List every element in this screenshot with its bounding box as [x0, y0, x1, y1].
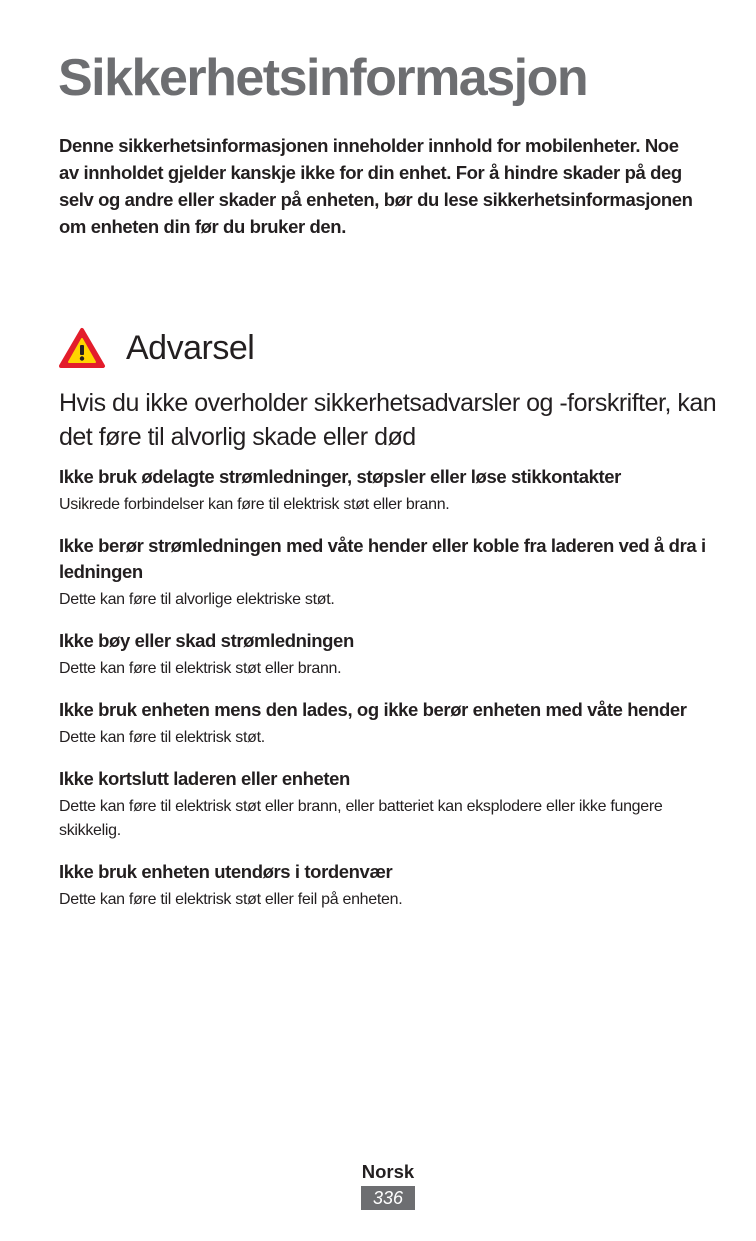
footer-language: Norsk: [361, 1161, 415, 1182]
rule-item: [59, 859, 709, 912]
warning-heading: [58, 322, 254, 374]
rule-text: Dette kan føre til elektrisk støt.: [59, 729, 265, 746]
rule-title: Ikke berør strømledningen med våte hender eller koble fra laderen ved å dra i ledningen: [59, 535, 706, 582]
page-title: Sikkerhetsinformasjon: [58, 49, 588, 107]
intro-paragraph: Denne sikkerhetsinformasjonen inneholder innhold for mobilenheter. Noe av innholdet gjelder kanskje ikke for din enhet. For å hindre skader på deg selv og andre eller skader på enheten, bør du lese sikkerhetsinformasjonen om enheten din før du bruker den.: [59, 135, 693, 237]
rule-item: [59, 766, 709, 843]
rule-title: Ikke kortslutt laderen eller enheten: [59, 768, 350, 789]
warning-title: Advarsel: [126, 328, 255, 367]
rules-list: [59, 464, 709, 928]
rule-title: Ikke bruk enheten mens den lades, og ikke berør enheten med våte hender: [59, 699, 687, 720]
rule-text: Dette kan føre til elektrisk støt eller brann, eller batteriet kan eksplodere eller ikke fungere skikkelig.: [59, 798, 663, 839]
warning-subtitle: Hvis du ikke overholder sikkerhetsadvarsler og -forskrifter, kan det føre til alvorlig skade eller død: [59, 389, 717, 451]
rule-title: Ikke bruk ødelagte strømledninger, støpsler eller løse stikkontakter: [59, 466, 621, 487]
page-footer: [0, 1158, 756, 1210]
rule-text: Dette kan føre til elektrisk støt eller brann.: [59, 660, 342, 677]
rule-item: [59, 697, 709, 750]
page-number: 336: [361, 1186, 415, 1210]
warning-triangle-icon: [58, 327, 106, 369]
rule-text: Dette kan føre til alvorlige elektriske støt.: [59, 591, 335, 608]
rule-title: Ikke bruk enheten utendørs i tordenvær: [59, 861, 393, 882]
rule-item: [59, 628, 709, 681]
rule-item: [59, 464, 709, 517]
rule-title: Ikke bøy eller skad strømledningen: [59, 630, 354, 651]
rule-text: Dette kan føre til elektrisk støt eller feil på enheten.: [59, 891, 403, 908]
rule-item: [59, 533, 709, 612]
rule-text: Usikrede forbindelser kan føre til elektrisk støt eller brann.: [59, 496, 450, 513]
